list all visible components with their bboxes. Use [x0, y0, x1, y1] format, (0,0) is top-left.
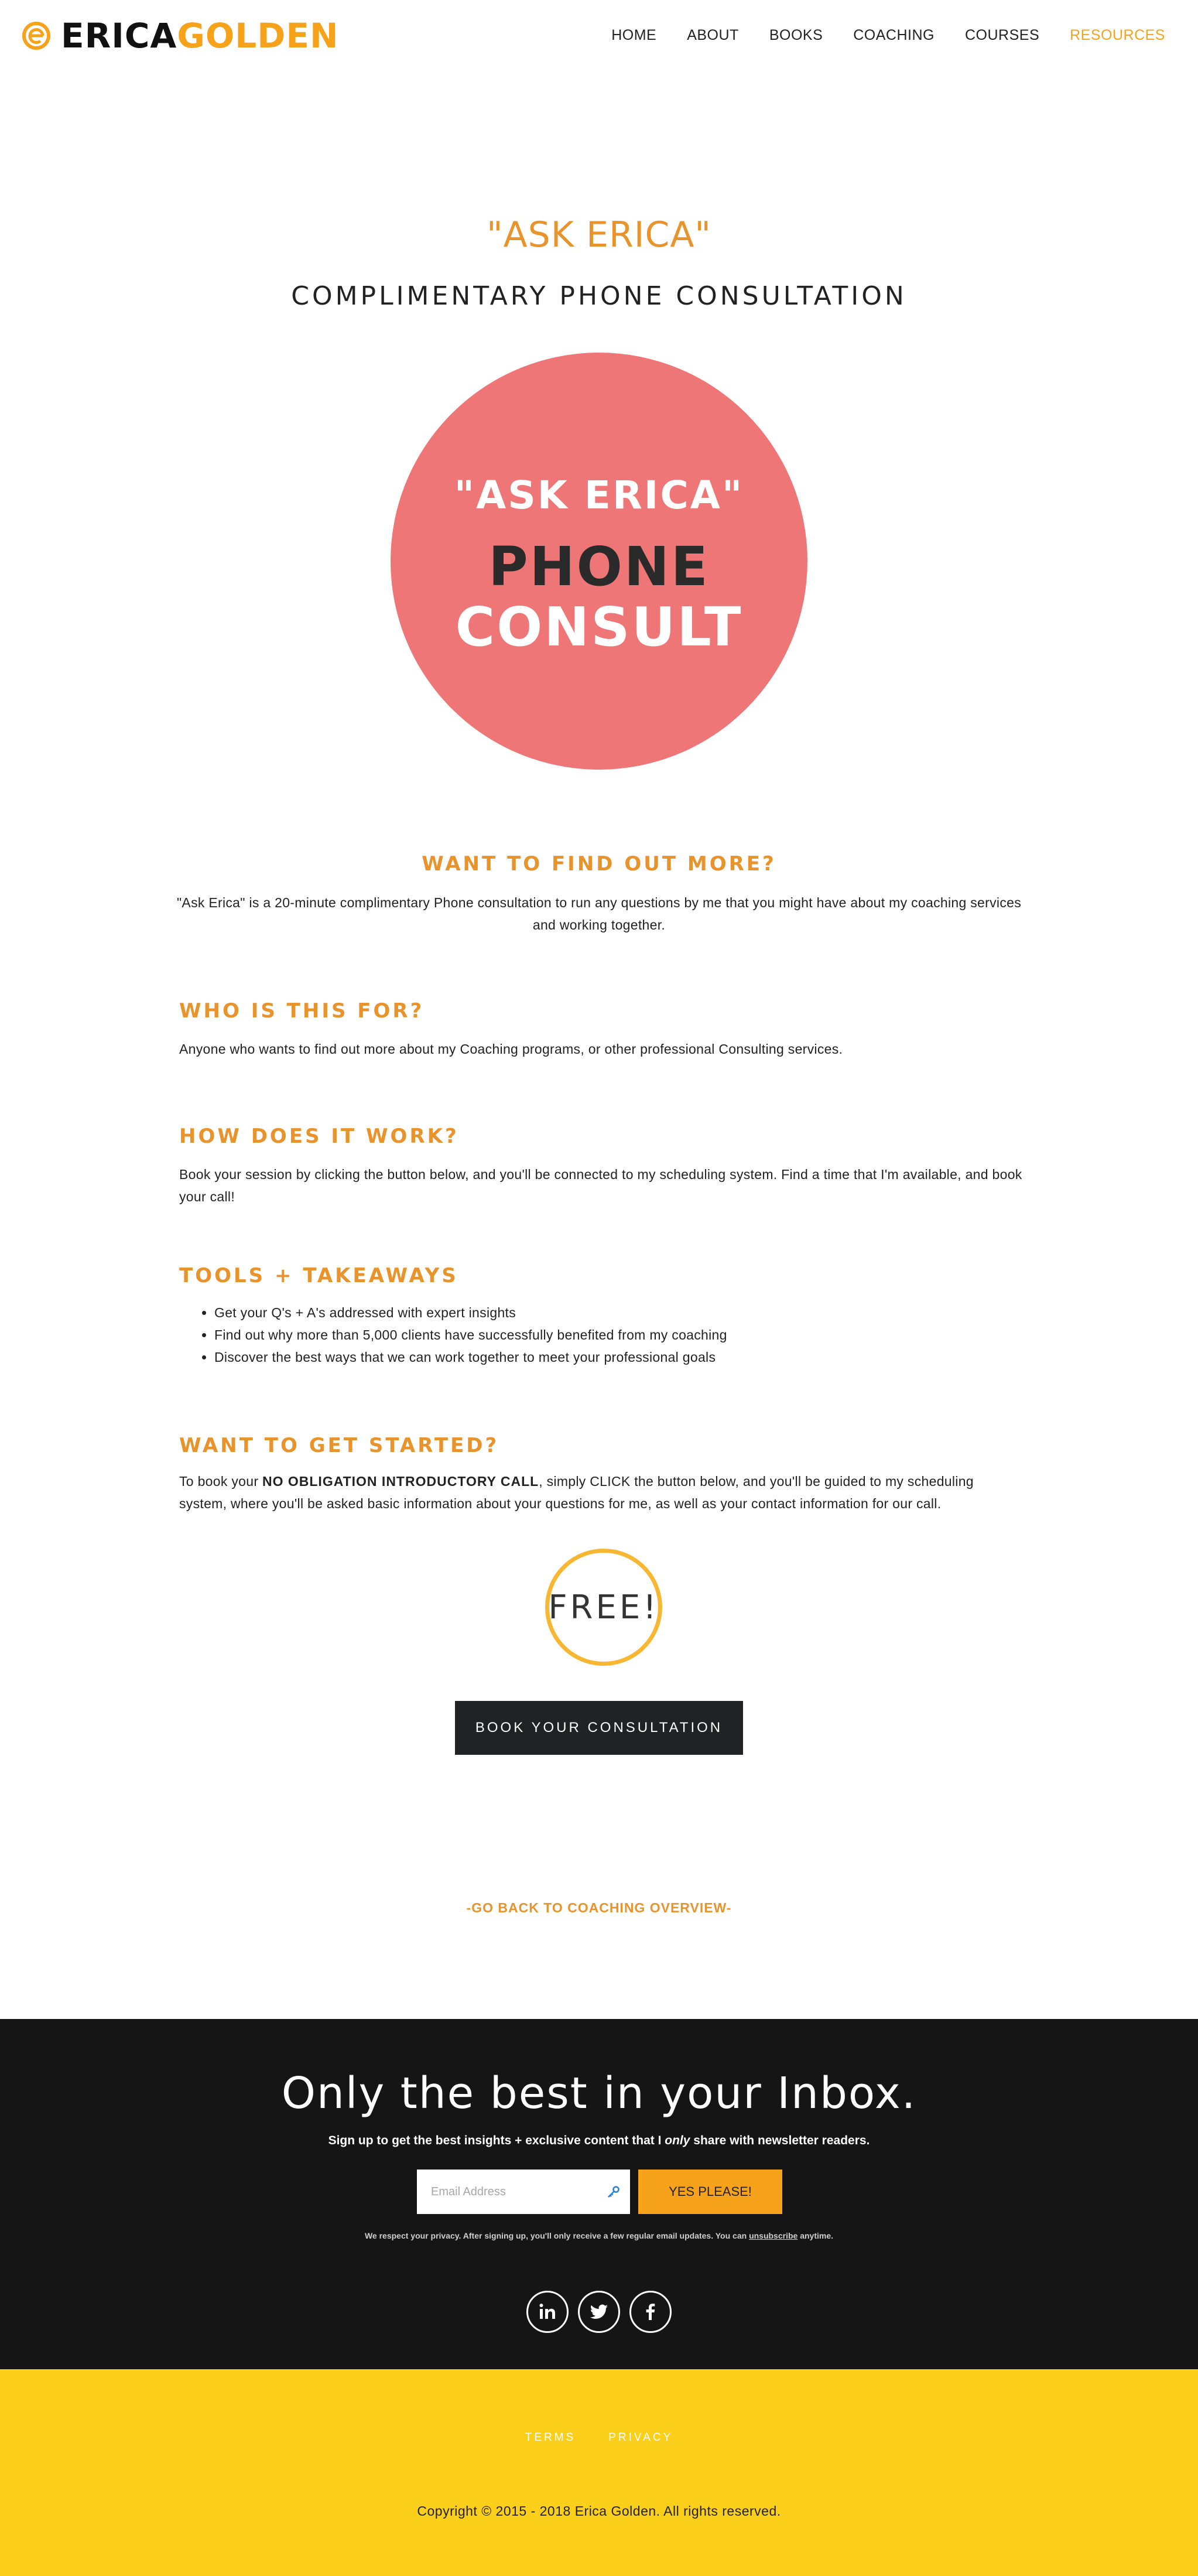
linkedin-icon	[538, 2302, 557, 2322]
social-links	[0, 2291, 1198, 2333]
list-item: • Find out why more than 5,000 clients have successfully benefited from my coaching	[214, 1324, 1022, 1346]
nav-books[interactable]: BOOKS	[769, 27, 823, 43]
tools-list	[214, 1301, 1022, 1368]
privacy-after: anytime.	[797, 2231, 834, 2240]
start-text-bold: NO OBLIGATION INTRODUCTORY CALL	[262, 1474, 539, 1489]
newsletter-subtitle	[0, 2134, 1198, 2148]
circle-consult: CONSULT	[455, 596, 743, 658]
newsletter-sub-after: share with newsletter readers.	[690, 2134, 870, 2147]
nav-courses[interactable]: COURSES	[964, 27, 1040, 43]
tools-heading: TOOLS + TAKEAWAYS	[179, 1264, 458, 1287]
facebook-link[interactable]	[629, 2291, 672, 2333]
circle-ask-erica: "ASK ERICA"	[454, 473, 744, 518]
privacy-before: We respect your privacy. After signing up, you'll only receive a few regular email updates. You can	[364, 2231, 749, 2240]
nav-coaching[interactable]: COACHING	[853, 27, 935, 43]
start-text-before: To book your	[179, 1474, 262, 1489]
more-text: "Ask Erica" is a 20-minute complimentary Phone consultation to run any questions by me that you might have about my coaching services and working together.	[176, 895, 1022, 932]
site-header	[0, 0, 1198, 73]
copyright: Copyright © 2015 - 2018 Erica Golden. All rights reserved.	[417, 2503, 781, 2519]
main-nav	[596, 23, 1180, 47]
twitter-icon	[588, 2301, 610, 2322]
logo-last-name: GOLDEN	[177, 16, 339, 56]
email-input[interactable]	[417, 2170, 630, 2214]
unsubscribe-link[interactable]: unsubscribe	[749, 2231, 798, 2240]
legal-links	[0, 2431, 1198, 2444]
newsletter-sub-italic: only	[665, 2134, 690, 2147]
privacy-link[interactable]: PRIVACY	[608, 2431, 673, 2444]
logo-first-name: ERICA	[61, 16, 177, 56]
more-heading: WANT TO FIND OUT MORE?	[422, 852, 776, 876]
start-text-after: , simply CLICK the button below, and you'll be guided to my scheduling system, where you'll be asked basic information about your questions for me, as well as your contact information for our call.	[179, 1474, 974, 1511]
autofill-key-icon[interactable]	[607, 2185, 621, 2199]
book-consultation-button[interactable]: BOOK YOUR CONSULTATION	[455, 1701, 743, 1755]
newsletter-sub-before: Sign up to get the best insights + exclusive content that I	[328, 2134, 665, 2147]
hero-circle-graphic	[391, 353, 807, 770]
newsletter-form	[417, 2170, 782, 2214]
nav-home[interactable]: HOME	[611, 27, 657, 43]
free-badge	[545, 1549, 662, 1666]
circle-phone: PHONE	[488, 535, 710, 598]
site-logo[interactable]	[22, 15, 339, 56]
linkedin-link[interactable]	[526, 2291, 569, 2333]
start-text	[179, 1470, 1022, 1515]
brand-e-icon	[22, 22, 50, 50]
privacy-note	[0, 2231, 1198, 2240]
newsletter-title: Only the best in your Inbox.	[281, 2068, 917, 2119]
how-heading: HOW DOES IT WORK?	[179, 1125, 459, 1148]
back-to-coaching-link[interactable]: -GO BACK TO COACHING OVERVIEW-	[466, 1900, 732, 1915]
site-footer	[0, 2369, 1198, 2576]
free-badge-label: FREE!	[548, 1588, 659, 1627]
facebook-icon	[641, 2302, 660, 2322]
who-text: Anyone who wants to find out more about my Coaching programs, or other professional Consulting services.	[179, 1041, 843, 1057]
nav-resources[interactable]: RESOURCES	[1070, 27, 1165, 43]
subscribe-button[interactable]: YES PLEASE!	[638, 2170, 782, 2214]
nav-about[interactable]: ABOUT	[687, 27, 739, 43]
hero-eyebrow: "ASK ERICA"	[487, 214, 711, 255]
list-item: • Get your Q's + A's addressed with expert insights	[214, 1301, 1022, 1324]
twitter-link[interactable]	[578, 2291, 620, 2333]
start-heading: WANT TO GET STARTED?	[179, 1434, 499, 1457]
how-text: Book your session by clicking the button below, and you'll be connected to my scheduling system. Find a time that I'm available, and book your call!	[179, 1167, 1022, 1204]
list-item: • Discover the best ways that we can work together to meet your professional goals	[214, 1346, 1022, 1368]
logo-text	[61, 15, 339, 56]
who-heading: WHO IS THIS FOR?	[179, 999, 425, 1023]
terms-link[interactable]: TERMS	[525, 2431, 576, 2444]
page-title: COMPLIMENTARY PHONE CONSULTATION	[291, 281, 907, 311]
newsletter-section	[0, 2019, 1198, 2369]
